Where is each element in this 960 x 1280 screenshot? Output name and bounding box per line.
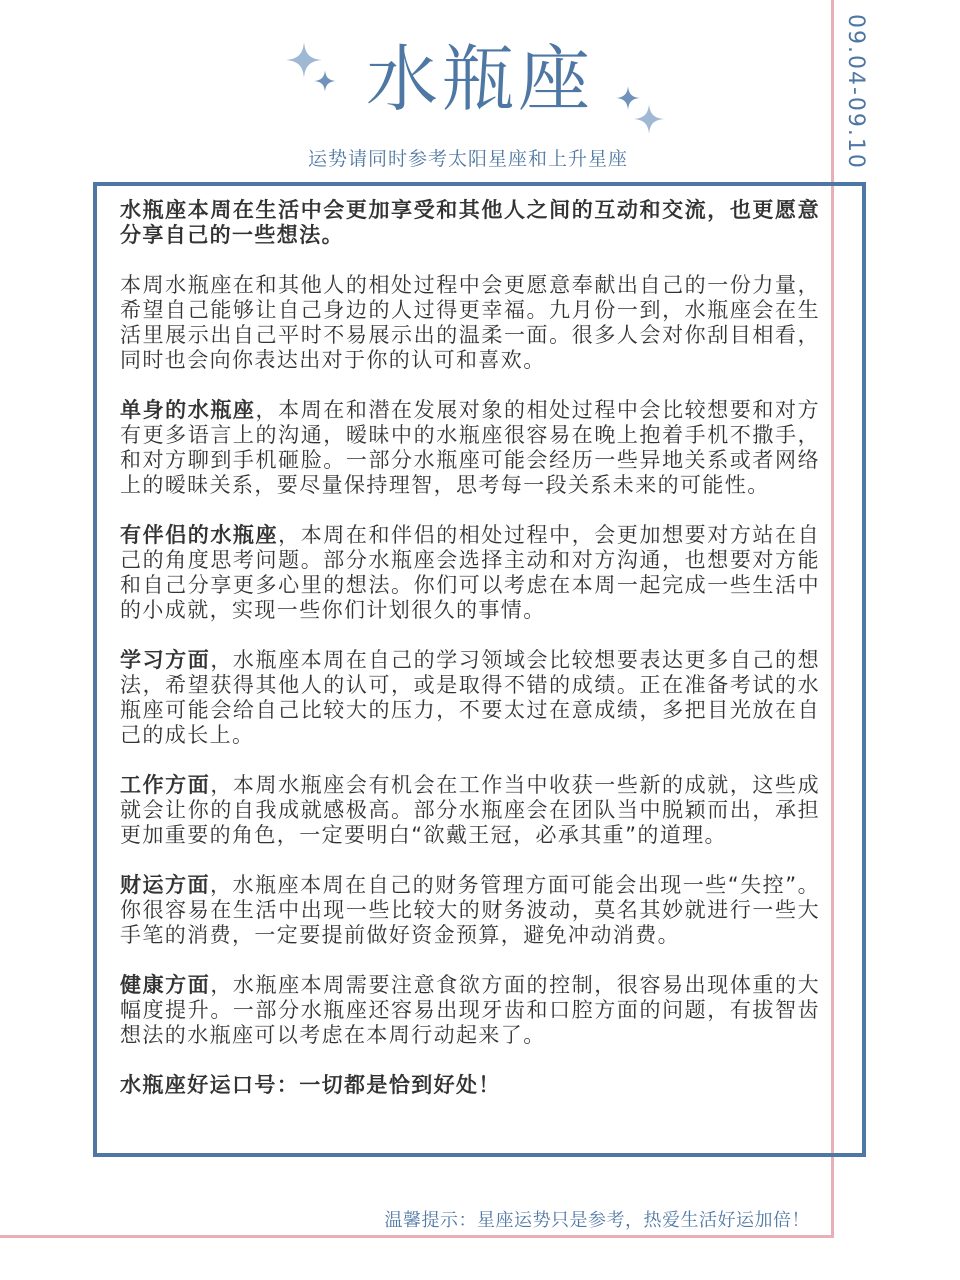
section-text: ，本周水瓶座会有机会在工作当中收获一些新的成就，这些成就会让你的自我成就感极高。部分水瓶座会在团队当中脱颖而出，承担更加重要的角色，一定要明白“欲戴王冠，必承其重”的道理。	[120, 773, 820, 847]
partnered-section	[120, 523, 820, 623]
section-heading: 单身的水瓶座	[120, 398, 256, 422]
section-text: ，水瓶座本周需要注意食欲方面的控制，很容易出现体重的大幅度提升。一部分水瓶座还容易出现牙齿和口腔方面的问题，有拔智齿想法的水瓶座可以考虑在本周行动起来了。	[120, 973, 820, 1047]
subtitle: 运势请同时参考太阳星座和上升星座	[307, 148, 628, 170]
intro-paragraph: 水瓶座本周在生活中会更加享受和其他人之间的互动和交流，也更愿意分享自己的一些想法。	[120, 198, 820, 247]
section-heading: 工作方面	[120, 773, 211, 797]
pink-frame-horizontal-line	[0, 1235, 834, 1238]
study-section	[120, 648, 820, 748]
horoscope-body	[120, 198, 820, 1098]
date-range: 09.04-09.10	[843, 14, 868, 170]
section-heading: 学习方面	[120, 648, 211, 672]
lucky-slogan: 水瓶座好运口号：一切都是恰到好处！	[120, 1073, 501, 1097]
single-section	[120, 398, 820, 498]
footer-tip: 温馨提示：星座运势只是参考，热爱生活好运加倍！	[384, 1210, 810, 1231]
section-heading: 健康方面	[120, 973, 211, 997]
general-paragraph: 本周水瓶座在和其他人的相处过程中会更愿意奉献出自己的一份力量，希望自己能够让自己身边的人过得更幸福。九月份一到，水瓶座会在生活里展示出自己平时不易展示出的温柔一面。很多人会对你刮目相看，同时也会向你表达出对于你的认可和喜欢。	[120, 273, 820, 372]
health-section	[120, 973, 820, 1048]
page-title: 水瓶座	[365, 37, 594, 121]
section-heading: 财运方面	[120, 873, 211, 897]
section-text: ，水瓶座本周在自己的学习领域会比较想要表达更多自己的想法，希望获得其他人的认可，或是取得不错的成绩。正在准备考试的水瓶座可能会给自己比较大的压力，不要太过在意成绩，多把目光放在自己的成长上。	[120, 648, 820, 747]
section-text: ，水瓶座本周在自己的财务管理方面可能会出现一些“失控”。你很容易在生活中出现一些比较大的财务波动，莫名其妙就进行一些大手笔的消费，一定要提前做好资金预算，避免冲动消费。	[120, 873, 820, 947]
work-section	[120, 773, 820, 848]
section-text: ，本周在和伴侣的相处过程中，会更加想要对方站在自己的角度思考问题。部分水瓶座会选择主动和对方沟通，也想要对方能和自己分享更多心里的想法。你们可以考虑在本周一起完成一些生活中的小成就，实现一些你们计划很久的事情。	[120, 523, 820, 622]
section-heading: 有伴侣的水瓶座	[120, 523, 279, 547]
wealth-section	[120, 873, 820, 948]
section-text: ，本周在和潜在发展对象的相处过程中会比较想要和对方有更多语言上的沟通，暧昧中的水瓶座很容易在晚上抱着手机不撒手，和对方聊到手机砸脸。一部分水瓶座可能会经历一些异地关系或者网络上的暧昧关系，要尽量保持理智，思考每一段关系未来的可能性。	[120, 398, 821, 497]
